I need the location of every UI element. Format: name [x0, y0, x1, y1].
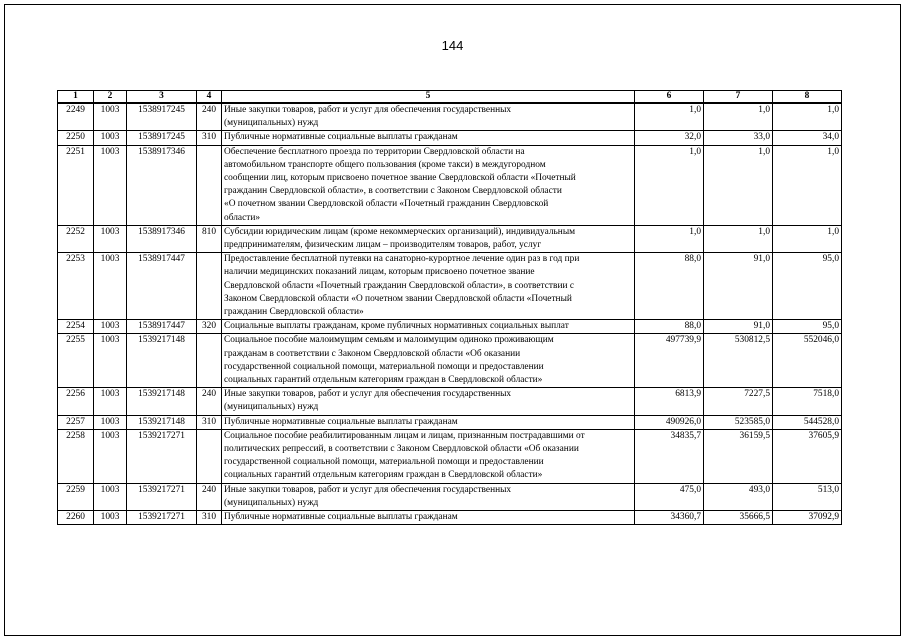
- row-number: 2258: [58, 429, 94, 483]
- table-row: [58, 415, 842, 429]
- description-line: гражданам в соответствии с Законом Свердловской области «Об оказании: [224, 348, 521, 359]
- amount-year-1: 88,0: [635, 253, 704, 320]
- target-article-code: 1538917447: [127, 253, 197, 320]
- column-header: 5: [222, 91, 635, 104]
- section-code: 1003: [94, 511, 127, 525]
- description-line: Иные закупки товаров, работ и услуг для обеспечения государственных: [224, 389, 512, 400]
- expense-type-code: 310: [197, 511, 222, 525]
- section-code: 1003: [94, 103, 127, 131]
- row-number: 2256: [58, 388, 94, 415]
- row-number: 2253: [58, 253, 94, 320]
- amount-year-2: 530812,5: [704, 334, 773, 388]
- description-cell: [222, 388, 635, 415]
- target-article-code: 1538917346: [127, 145, 197, 225]
- amount-year-2: 91,0: [704, 320, 773, 334]
- amount-year-3: 34,0: [773, 131, 842, 145]
- budget-table: [57, 90, 842, 525]
- amount-year-1: 1,0: [635, 225, 704, 252]
- description-cell: [222, 483, 635, 510]
- column-header: 1: [58, 91, 94, 104]
- page-number: 144: [441, 38, 464, 53]
- column-header: 3: [127, 91, 197, 104]
- description-line: Социальные выплаты гражданам, кроме публичных нормативных социальных выплат: [224, 321, 569, 332]
- expense-type-code: [197, 429, 222, 483]
- description-cell: [222, 145, 635, 225]
- section-code: 1003: [94, 131, 127, 145]
- section-code: 1003: [94, 253, 127, 320]
- target-article-code: 1539217271: [127, 483, 197, 510]
- row-number: 2251: [58, 145, 94, 225]
- description-line: Социальное пособие реабилитированным лицам и лицам, признанным пострадавшими от: [224, 430, 585, 441]
- description-cell: [222, 511, 635, 525]
- target-article-code: 1538917245: [127, 103, 197, 131]
- description-cell: [222, 415, 635, 429]
- description-line: Иные закупки товаров, работ и услуг для обеспечения государственных: [224, 105, 512, 115]
- table-header-row: [58, 91, 842, 104]
- description-line: области»: [224, 212, 261, 223]
- description-cell: [222, 253, 635, 320]
- expense-type-code: [197, 145, 222, 225]
- description-line: политических репрессий, в соответствии с Законом Свердловской области «Об оказании: [224, 444, 579, 455]
- table-body: [58, 103, 842, 525]
- amount-year-3: 544528,0: [773, 415, 842, 429]
- row-number: 2249: [58, 103, 94, 131]
- description-line: сообщении лиц, которым присвоено почетное звание Свердловской области «Почетный: [224, 173, 576, 184]
- target-article-code: 1539217148: [127, 334, 197, 388]
- description-line: социальных гарантий отдельным категориям граждан в Свердловской области»: [224, 375, 543, 386]
- amount-year-3: 95,0: [773, 253, 842, 320]
- expense-type-code: 240: [197, 103, 222, 131]
- target-article-code: 1538917346: [127, 225, 197, 252]
- description-line: автомобильном транспорте общего пользования (кроме такси) в междугородном: [224, 159, 546, 170]
- expense-type-code: [197, 334, 222, 388]
- description-line: Обеспечение бесплатного проезда по территории Свердловской области на: [224, 146, 525, 157]
- amount-year-2: 33,0: [704, 131, 773, 145]
- amount-year-3: 95,0: [773, 320, 842, 334]
- amount-year-3: 7518,0: [773, 388, 842, 415]
- description-line: Субсидии юридическим лицам (кроме некоммерческих организаций), индивидуальным: [224, 226, 576, 237]
- description-line: Публичные нормативные социальные выплаты гражданам: [224, 416, 458, 427]
- amount-year-1: 1,0: [635, 103, 704, 131]
- description-line: Свердловской области «Почетный гражданин Свердловской области», в соответствии с: [224, 280, 574, 291]
- column-header: 8: [773, 91, 842, 104]
- amount-year-1: 34835,7: [635, 429, 704, 483]
- amount-year-2: 523585,0: [704, 415, 773, 429]
- description-line: Законом Свердловской области «О почетном звании Свердловской области «Почетный: [224, 293, 572, 304]
- target-article-code: 1538917447: [127, 320, 197, 334]
- amount-year-1: 32,0: [635, 131, 704, 145]
- section-code: 1003: [94, 320, 127, 334]
- amount-year-1: 34360,7: [635, 511, 704, 525]
- row-number: 2255: [58, 334, 94, 388]
- expense-type-code: 240: [197, 388, 222, 415]
- description-line: «О почетном звании Свердловской области «Почетный гражданин Свердловской: [224, 199, 549, 210]
- column-header: 2: [94, 91, 127, 104]
- description-cell: [222, 103, 635, 131]
- amount-year-2: 1,0: [704, 103, 773, 131]
- description-line: наличии медицинских показаний лицам, которым присвоено почетное звание: [224, 267, 535, 278]
- description-cell: [222, 320, 635, 334]
- expense-type-code: 310: [197, 131, 222, 145]
- amount-year-2: 1,0: [704, 225, 773, 252]
- expense-type-code: [197, 253, 222, 320]
- description-line: государственной социальной помощи, материальной помощи и предоставлении: [224, 361, 544, 372]
- target-article-code: 1539217148: [127, 388, 197, 415]
- row-number: 2250: [58, 131, 94, 145]
- section-code: 1003: [94, 145, 127, 225]
- target-article-code: 1538917245: [127, 131, 197, 145]
- amount-year-1: 6813,9: [635, 388, 704, 415]
- row-number: 2259: [58, 483, 94, 510]
- amount-year-1: 1,0: [635, 145, 704, 225]
- amount-year-3: 1,0: [773, 145, 842, 225]
- amount-year-1: 497739,9: [635, 334, 704, 388]
- description-line: Социальное пособие малоимущим семьям и малоимущим одиноко проживающим: [224, 335, 554, 346]
- expense-type-code: 310: [197, 415, 222, 429]
- description-line: (муниципальных) нужд: [224, 402, 319, 413]
- description-cell: [222, 429, 635, 483]
- description-line: (муниципальных) нужд: [224, 118, 319, 129]
- description-line: (муниципальных) нужд: [224, 497, 319, 508]
- section-code: 1003: [94, 225, 127, 252]
- table-row: [58, 429, 842, 483]
- section-code: 1003: [94, 334, 127, 388]
- amount-year-1: 490926,0: [635, 415, 704, 429]
- description-cell: [222, 225, 635, 252]
- amount-year-2: 36159,5: [704, 429, 773, 483]
- amount-year-3: 1,0: [773, 225, 842, 252]
- expense-type-code: 320: [197, 320, 222, 334]
- target-article-code: 1539217271: [127, 511, 197, 525]
- amount-year-1: 475,0: [635, 483, 704, 510]
- description-line: Публичные нормативные социальные выплаты гражданам: [224, 512, 458, 523]
- description-cell: [222, 334, 635, 388]
- row-number: 2254: [58, 320, 94, 334]
- amount-year-3: 513,0: [773, 483, 842, 510]
- amount-year-2: 493,0: [704, 483, 773, 510]
- section-code: 1003: [94, 429, 127, 483]
- table-row: [58, 131, 842, 145]
- description-cell: [222, 131, 635, 145]
- table-row: [58, 320, 842, 334]
- amount-year-1: 88,0: [635, 320, 704, 334]
- amount-year-2: 91,0: [704, 253, 773, 320]
- section-code: 1003: [94, 388, 127, 415]
- amount-year-3: 552046,0: [773, 334, 842, 388]
- table-row: [58, 103, 842, 131]
- description-line: Публичные нормативные социальные выплаты гражданам: [224, 132, 458, 143]
- table-row: [58, 483, 842, 510]
- table-row: [58, 145, 842, 225]
- target-article-code: 1539217148: [127, 415, 197, 429]
- amount-year-3: 37605,9: [773, 429, 842, 483]
- row-number: 2252: [58, 225, 94, 252]
- amount-year-2: 1,0: [704, 145, 773, 225]
- table-row: [58, 511, 842, 525]
- column-header: 7: [704, 91, 773, 104]
- amount-year-2: 35666,5: [704, 511, 773, 525]
- section-code: 1003: [94, 483, 127, 510]
- section-code: 1003: [94, 415, 127, 429]
- description-line: государственной социальной помощи, материальной помощи и предоставлении: [224, 457, 544, 468]
- target-article-code: 1539217271: [127, 429, 197, 483]
- row-number: 2260: [58, 511, 94, 525]
- table-row: [58, 388, 842, 415]
- description-line: социальных гарантий отдельным категориям граждан в Свердловской области»: [224, 470, 543, 481]
- amount-year-2: 7227,5: [704, 388, 773, 415]
- amount-year-3: 1,0: [773, 103, 842, 131]
- column-header: 4: [197, 91, 222, 104]
- description-line: предпринимателям, физическим лицам – производителям товаров, работ, услуг: [224, 240, 542, 251]
- expense-type-code: 810: [197, 225, 222, 252]
- column-header: 6: [635, 91, 704, 104]
- description-line: Иные закупки товаров, работ и услуг для обеспечения государственных: [224, 484, 512, 495]
- description-line: гражданин Свердловской области»: [224, 307, 364, 318]
- description-line: Предоставление бесплатной путевки на санаторно-курортное лечение один раз в год при: [224, 254, 580, 265]
- description-line: гражданин Свердловской области», в соответствии с Законом Свердловской области: [224, 186, 562, 197]
- expense-type-code: 240: [197, 483, 222, 510]
- table-row: [58, 253, 842, 320]
- amount-year-3: 37092,9: [773, 511, 842, 525]
- table-row: [58, 334, 842, 388]
- row-number: 2257: [58, 415, 94, 429]
- table-row: [58, 225, 842, 252]
